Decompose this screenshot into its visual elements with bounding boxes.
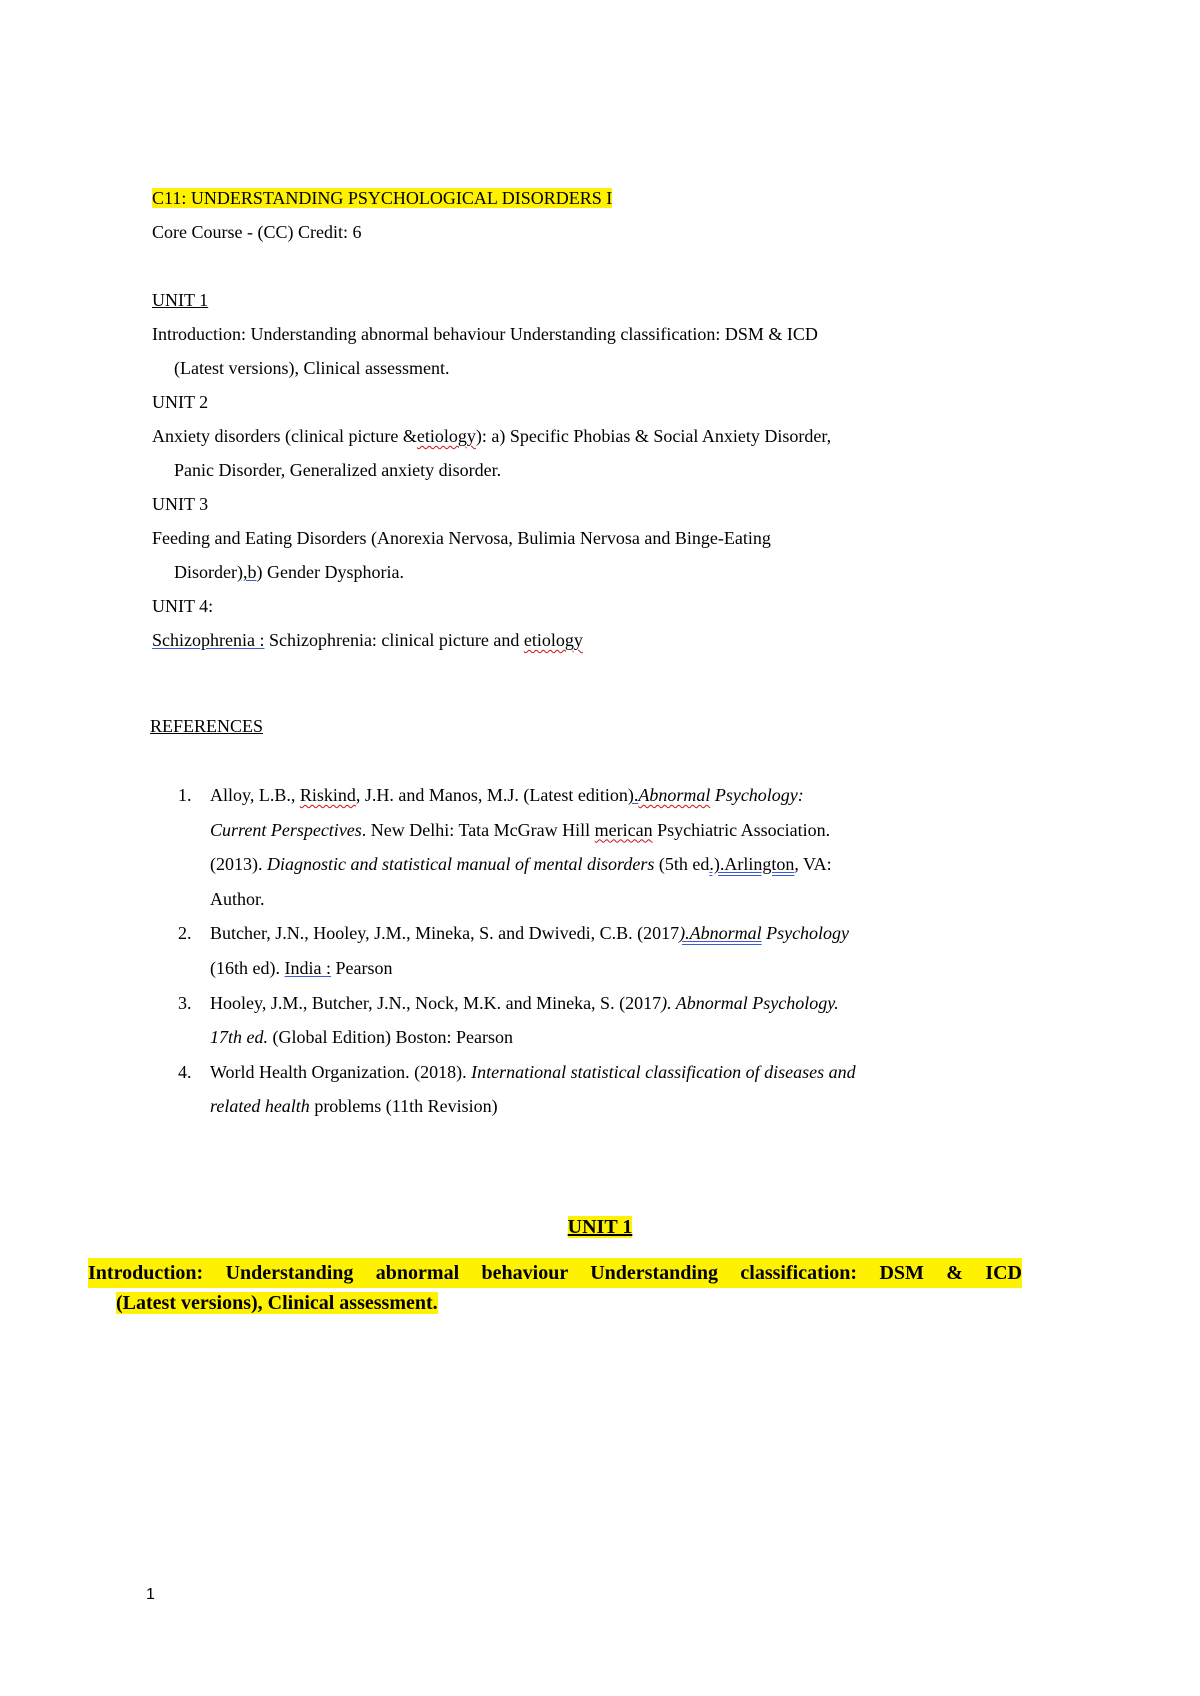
ref-text: Butcher, J.N., Hooley, J.M., Mineka, S. and Dwivedi, C.B. (2017 (210, 923, 680, 944)
unit-2-spellcheck-word: etiology (416, 426, 476, 446)
ref-text: . New Delhi: Tata McGraw Hill (361, 819, 595, 840)
ref-italic-text: ). Abnormal Psychology. (661, 992, 839, 1013)
reference-item-1 (170, 778, 960, 916)
ref-text: Psychiatric Association. (652, 819, 831, 840)
reference-item-4 (170, 1055, 960, 1124)
unit-4-text-part: Schizophrenia: clinical picture and (264, 630, 524, 650)
references-heading: REFERENCES (150, 716, 264, 736)
unit-3-heading: UNIT 3 (152, 494, 209, 514)
unit-2-text-line-1 (152, 419, 952, 453)
ref-italic-text: 17th ed. (210, 1027, 268, 1048)
ref-text: , VA: (794, 854, 832, 875)
unit-1-intro (88, 1258, 1022, 1318)
course-title: C11: UNDERSTANDING PSYCHOLOGICAL DISORDERS I (152, 188, 613, 208)
units-section (152, 283, 952, 657)
unit-4-grammar-mark: Schizophrenia : (152, 630, 265, 650)
ref-text: Hooley, J.M., Butcher, J.N., Nock, M.K. and Mineka, S. (2017 (210, 992, 662, 1013)
unit-1-section-heading (0, 1216, 1200, 1239)
unit-3-text-line-2 (152, 555, 952, 589)
reference-item-2 (170, 916, 960, 985)
reference-number: 2. (178, 923, 192, 944)
ref-grammar-mark: India : (284, 957, 331, 978)
unit-2-text-line-2: Panic Disorder, Generalized anxiety disorder. (174, 460, 502, 480)
unit-1-text-line-1: Introduction: Understanding abnormal behaviour Understanding classification: DSM & ICD (152, 324, 818, 344)
unit-1-section-heading-text: UNIT 1 (567, 1216, 633, 1238)
ref-text: (5th ed (654, 854, 710, 875)
ref-italic-text: Diagnostic and statistical manual of mental disorders (267, 854, 655, 875)
ref-text: (Global Edition) Boston: Pearson (268, 1027, 513, 1048)
unit-2-text-part: Anxiety disorders (clinical picture & (152, 426, 417, 446)
ref-text: (2013). (210, 854, 267, 875)
ref-text: (16th ed). (210, 957, 285, 978)
ref-text: Alloy, L.B., (210, 785, 300, 805)
unit-3-text-part: ) Gender Dysphoria. (256, 562, 404, 582)
unit-3-grammar-mark: ),b (236, 562, 257, 582)
reference-item-3 (170, 986, 960, 1055)
unit-2-heading: UNIT 2 (152, 392, 209, 412)
unit-4-spellcheck-word: etiology (523, 630, 583, 650)
ref-text: Pearson (330, 957, 393, 978)
ref-italic-text: Psychology: (710, 785, 804, 805)
ref-text: problems (11th Revision) (309, 1096, 498, 1117)
ref-text: Author. (210, 888, 265, 909)
ref-grammar-mark: ).Abnormal (679, 923, 762, 944)
ref-italic-text: Current Perspectives (210, 819, 362, 840)
page-number: 1 (146, 1586, 155, 1603)
reference-number: 1. (178, 785, 192, 805)
ref-spellcheck-word: Abnormal (638, 785, 711, 805)
unit-3-text-part: Disorder (174, 562, 237, 582)
ref-text: World Health Organization. (2018). (210, 1061, 472, 1082)
unit-1-intro-line-2-wrap (88, 1288, 1022, 1318)
reference-number: 3. (178, 992, 192, 1013)
ref-grammar-mark: ). (627, 785, 639, 805)
ref-italic-text: Psychology (761, 923, 850, 944)
unit-1-heading: UNIT 1 (152, 290, 209, 310)
unit-1-intro-line-2: (Latest versions), Clinical assessment. (116, 1292, 438, 1314)
unit-3-text-line-1: Feeding and Eating Disorders (Anorexia Nervosa, Bulimia Nervosa and Binge-Eating (152, 528, 771, 548)
unit-4-text-line-1 (152, 623, 952, 657)
syllabus-header (152, 181, 952, 249)
ref-grammar-mark: .).Arlington (709, 854, 795, 875)
ref-italic-text: International statistical classification of diseases and (471, 1061, 856, 1082)
unit-1-text-line-2: (Latest versions), Clinical assessment. (174, 358, 450, 378)
ref-italic-text: related health (210, 1096, 310, 1117)
unit-1-intro-line-1: Introduction: Understanding abnormal behaviour Understanding classification: DSM & ICD (88, 1258, 1022, 1288)
ref-spellcheck-word: Riskind (299, 785, 356, 805)
reference-number: 4. (178, 1061, 192, 1082)
unit-2-text-part: ): a) Specific Phobias & Social Anxiety Disorder, (475, 426, 832, 446)
references-list (170, 778, 960, 1124)
ref-spellcheck-word: merican (594, 819, 653, 840)
course-subtitle: Core Course - (CC) Credit: 6 (152, 222, 362, 242)
references-heading-block (150, 709, 950, 743)
unit-4-heading: UNIT 4: (152, 596, 214, 616)
ref-text: , J.H. and Manos, M.J. (Latest edition (355, 785, 628, 805)
